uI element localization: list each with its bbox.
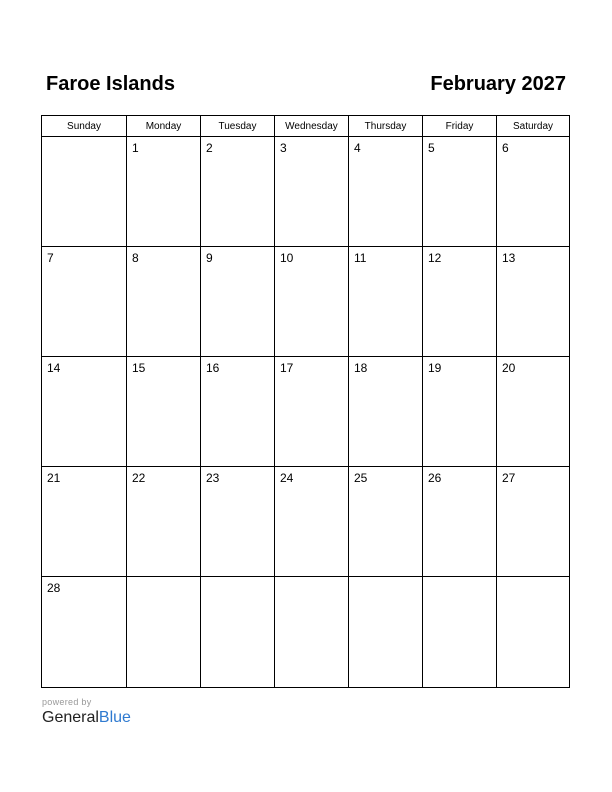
weekday-header-tuesday: Tuesday	[201, 116, 275, 137]
day-cell	[201, 357, 275, 467]
day-cell	[423, 467, 497, 577]
day-cell	[275, 137, 349, 247]
day-cell	[42, 247, 127, 357]
day-number: 26	[428, 471, 442, 485]
day-cell	[42, 137, 127, 247]
day-number: 13	[502, 251, 516, 265]
day-number: 12	[428, 251, 442, 265]
day-cell	[201, 577, 275, 687]
day-cell	[275, 467, 349, 577]
day-cell	[497, 577, 569, 687]
day-cell	[42, 467, 127, 577]
day-cell	[201, 137, 275, 247]
day-cell	[349, 467, 423, 577]
day-cell	[127, 467, 201, 577]
day-number: 18	[354, 361, 368, 375]
day-cell	[127, 247, 201, 357]
day-number: 8	[132, 251, 139, 265]
day-cell	[349, 247, 423, 357]
day-cell	[42, 577, 127, 687]
country-title: Faroe Islands	[46, 73, 175, 95]
day-cell	[423, 577, 497, 687]
day-number: 1	[132, 141, 139, 155]
day-number: 20	[502, 361, 516, 375]
day-number: 23	[206, 471, 220, 485]
weekday-header-monday: Monday	[127, 116, 201, 137]
day-number: 17	[280, 361, 294, 375]
month-calendar-grid	[41, 115, 570, 688]
generalblue-logo	[42, 707, 162, 729]
day-number: 6	[502, 141, 509, 155]
day-cell	[275, 357, 349, 467]
weekday-header-saturday: Saturday	[497, 116, 569, 137]
day-cell	[127, 357, 201, 467]
day-number: 22	[132, 471, 146, 485]
day-cell	[201, 247, 275, 357]
day-number: 19	[428, 361, 442, 375]
month-year-title: February 2027	[430, 73, 566, 95]
day-number: 2	[206, 141, 213, 155]
day-cell	[201, 467, 275, 577]
day-number: 15	[132, 361, 146, 375]
day-cell	[423, 137, 497, 247]
brand-blue-text: Blue	[98, 709, 131, 726]
weekday-header-friday: Friday	[423, 116, 497, 137]
day-cell	[275, 577, 349, 687]
day-number: 10	[280, 251, 294, 265]
day-number: 9	[206, 251, 213, 265]
day-number: 27	[502, 471, 516, 485]
powered-by-text: powered by	[42, 697, 92, 707]
day-number: 28	[47, 581, 61, 595]
day-number: 5	[428, 141, 435, 155]
day-cell	[127, 577, 201, 687]
weekday-header-wednesday: Wednesday	[275, 116, 349, 137]
day-cell	[497, 247, 569, 357]
day-number: 16	[206, 361, 220, 375]
day-number: 7	[47, 251, 54, 265]
day-number: 21	[47, 471, 61, 485]
day-cell	[349, 577, 423, 687]
day-number: 25	[354, 471, 368, 485]
day-cell	[127, 137, 201, 247]
day-cell	[349, 357, 423, 467]
brand-general-text: General	[42, 709, 99, 726]
day-number: 3	[280, 141, 287, 155]
day-number: 4	[354, 141, 361, 155]
weekday-header-thursday: Thursday	[349, 116, 423, 137]
day-cell	[423, 247, 497, 357]
day-number: 11	[354, 251, 367, 265]
day-number: 14	[47, 361, 61, 375]
weekday-header-sunday: Sunday	[42, 116, 127, 137]
day-cell	[423, 357, 497, 467]
day-number: 24	[280, 471, 294, 485]
day-cell	[349, 137, 423, 247]
footer-branding	[42, 697, 162, 731]
day-cell	[275, 247, 349, 357]
day-cell	[497, 137, 569, 247]
day-cell	[497, 467, 569, 577]
day-cell	[497, 357, 569, 467]
calendar-header	[46, 70, 566, 100]
day-cell	[42, 357, 127, 467]
